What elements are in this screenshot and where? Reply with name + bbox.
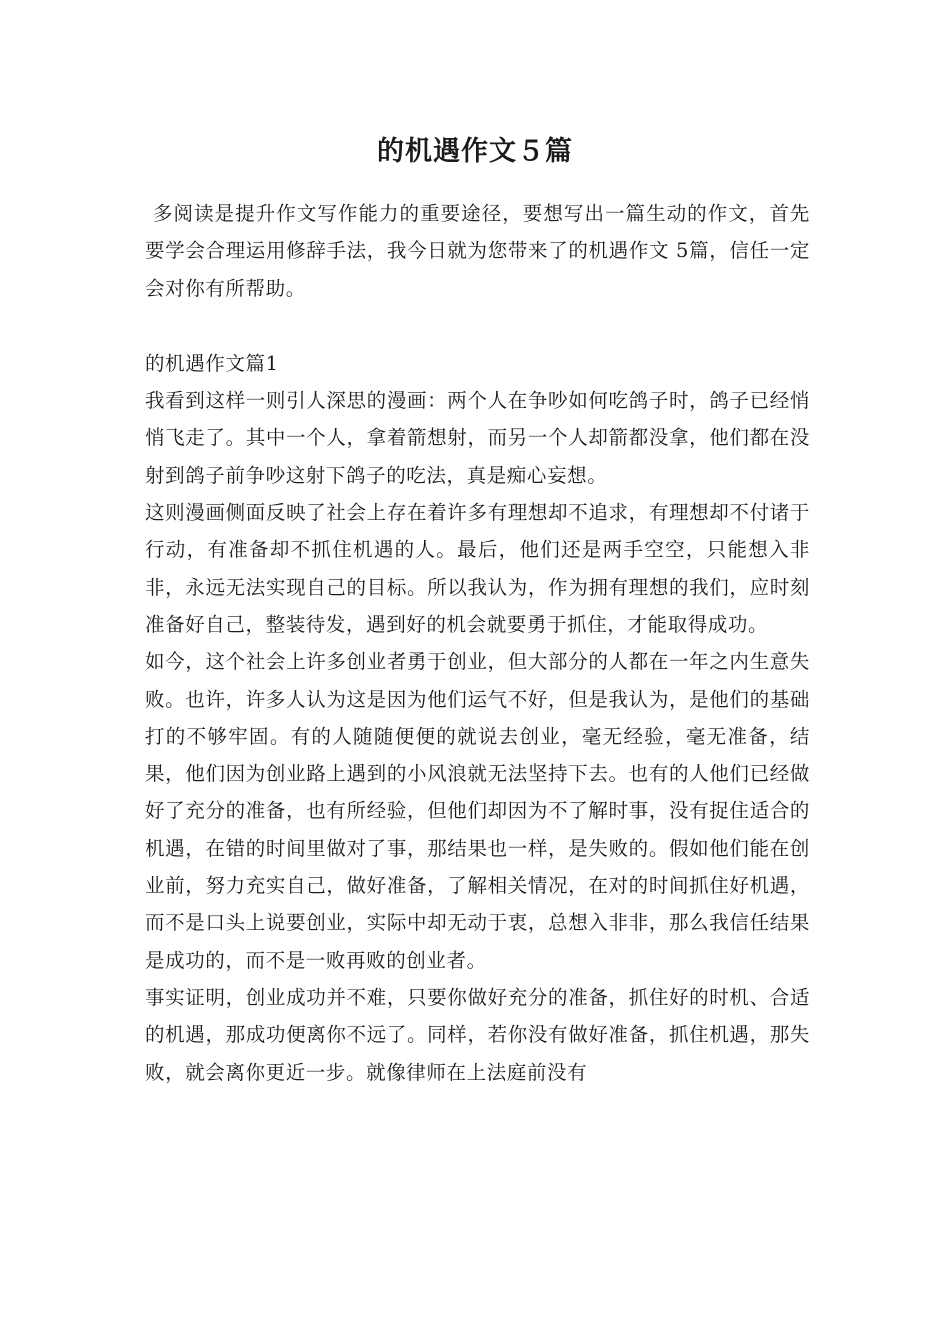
paragraph-gap [145,307,810,345]
body-paragraph: 我看到这样一则引人深思的漫画：两个人在争吵如何吃鸽子时，鸽子已经悄悄飞走了。其中一个人，拿着箭想射，而另一个人却箭都没拿，他们都在没射到鸽子前争吵这射下鸽子的吃法，真是痴心妄想。 [145,389,810,487]
page-title: 的机遇作文５篇 [377,136,573,167]
intro-paragraph: 多阅读是提升作文写作能力的重要途径，要想写出一篇生动的作文，首先要学会合理运用修辞手法，我今日就为您带来了的机遇作文 5篇，信任一定会对你有所帮助。 [145,202,810,300]
body-paragraph: 如今，这个社会上许多创业者勇于创业，但大部分的人都在一年之内生意失败。也许，许多人认为这是因为他们运气不好，但是我认为，是他们的基础打的不够牢固。有的人随随便便的就说去创业，毫无经验，毫无准备，结果，他们因为创业路上遇到的小风浪就无法坚持下去。也有的人他们已经做好了充分的准备，也有所经验，但他们却因为不了解时事，没有捉住适合的机遇，在错的时间里做对了事，那结果也一样，是失败的。假如他们能在创业前，努力充实自己，做好准备，了解相关情况，在对的时间抓住好机遇，而不是口头上说要创业，实际中却无动于衷，总想入非非，那么我信任结果是成功的，而不是一败再败的创业者。 [145,650,810,972]
body-paragraph: 这则漫画侧面反映了社会上存在着许多有理想却不追求，有理想却不付诸于行动，有准备却不抓住机遇的人。最后，他们还是两手空空，只能想入非非，永远无法实现自己的目标。所以我认为，作为拥有理想的我们，应时刻准备好自己，整装待发，遇到好的机会就要勇于抓住，才能取得成功。 [145,501,810,636]
section-heading: 的机遇作文篇1 [145,351,279,375]
document-body [145,195,810,1091]
body-paragraph: 事实证明，创业成功并不难，只要你做好充分的准备，抓住好的时机、合适的机遇，那成功便离你不远了。同样，若你没有做好准备，抓住机遇，那失败，就会离你更近一步。就像律师在上法庭前没有 [145,985,810,1084]
